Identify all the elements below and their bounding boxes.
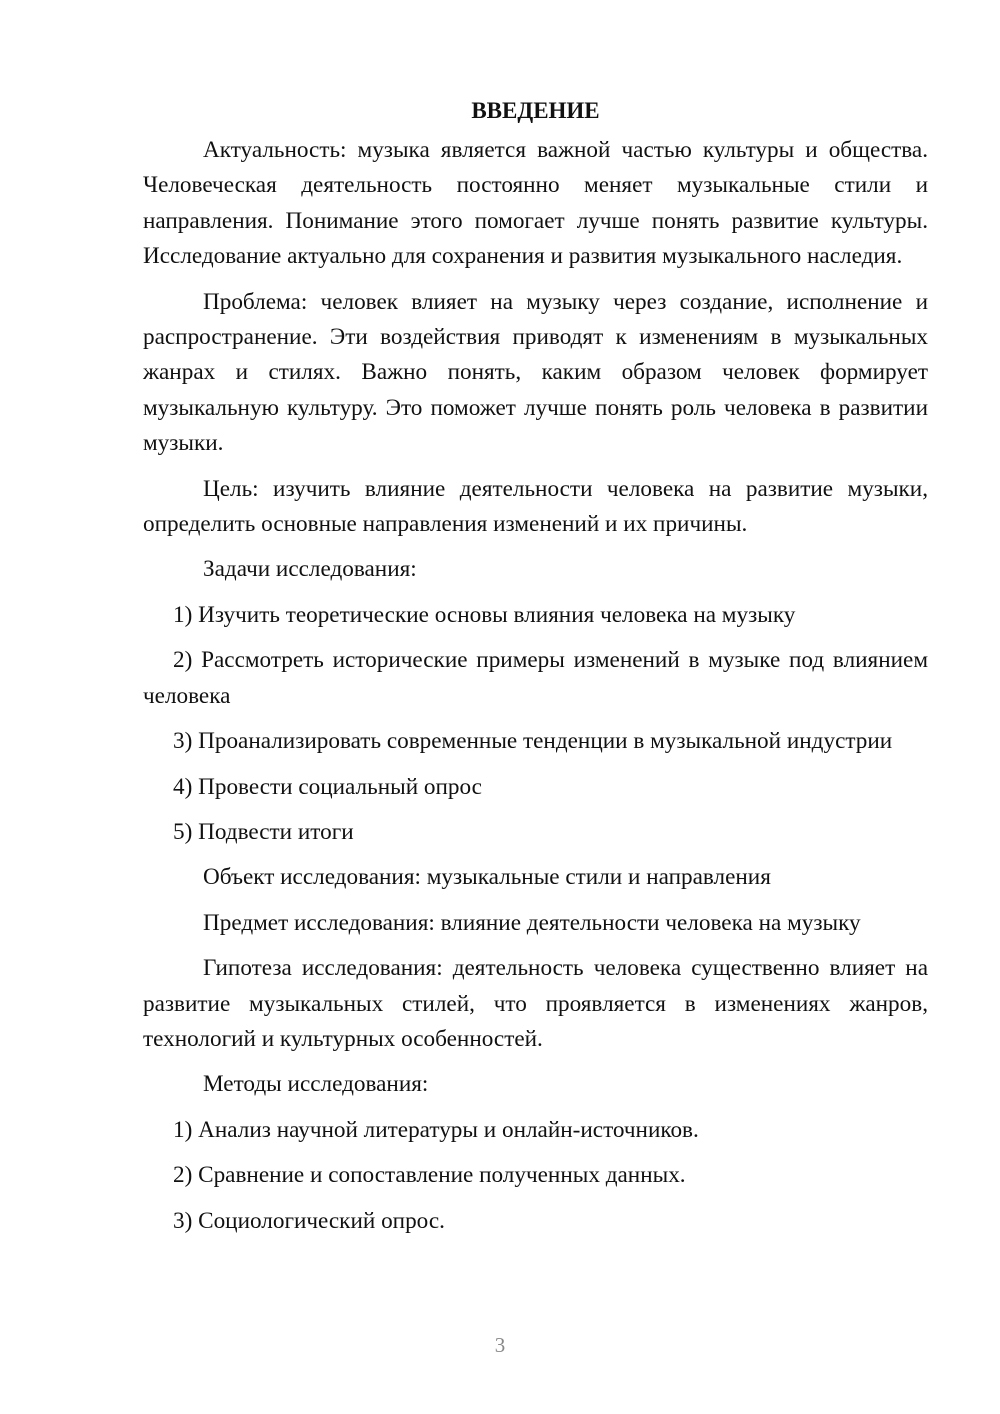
methods-heading: Методы исследования: xyxy=(203,1071,429,1098)
subject-paragraph: Предмет исследования: влияние деятельности человека на музыку xyxy=(203,909,861,936)
task-item: 2) Рассмотреть исторические примеры изменений в музыке под влиянием человека xyxy=(143,647,928,709)
task-item: 3) Проанализировать современные тенденции в музыкальной индустрии xyxy=(173,728,893,755)
task-item: 5) Подвести итоги xyxy=(173,818,354,845)
task-item: 4) Провести социальный опрос xyxy=(173,773,482,800)
method-item: 3) Социологический опрос. xyxy=(173,1207,445,1234)
task-item: 1) Изучить теоретические основы влияния человека на музыку xyxy=(173,601,796,628)
page-number: 3 xyxy=(494,1333,506,1357)
page-title: ВВЕДЕНИЕ xyxy=(471,98,600,123)
object-paragraph: Объект исследования: музыкальные стили и направления xyxy=(203,864,771,891)
hypothesis-paragraph: Гипотеза исследования: деятельность человека существенно влияет на развитие музыкальных стилей, что проявляется в изменениях жанров, технологий и культурных особенностей. xyxy=(143,955,928,1052)
tasks-heading: Задачи исследования: xyxy=(203,556,417,583)
method-item: 2) Сравнение и сопоставление полученных данных. xyxy=(173,1162,686,1189)
relevance-paragraph: Актуальность: музыка является важной частью культуры и общества. Человеческая деятельность постоянно меняет музыкальные стили и направления. Понимание этого помогает лучше понять развитие культуры. Исследование актуально для сохранения и развития музыкального наследия. xyxy=(143,137,928,270)
method-item: 1) Анализ научной литературы и онлайн-источников. xyxy=(173,1116,699,1143)
problem-paragraph: Проблема: человек влияет на музыку через создание, исполнение и распространение. Эти воздействия приводят к изменениям в музыкальных жанрах и стилях. Важно понять, каким образом человек формирует музыкальную культуру. Это поможет лучше понять роль человека в развитии музыки. xyxy=(143,288,928,457)
goal-paragraph: Цель: изучить влияние деятельности человека на развитие музыки, определить основные направления изменений и их причины. xyxy=(143,475,928,538)
page-content xyxy=(143,93,928,1239)
